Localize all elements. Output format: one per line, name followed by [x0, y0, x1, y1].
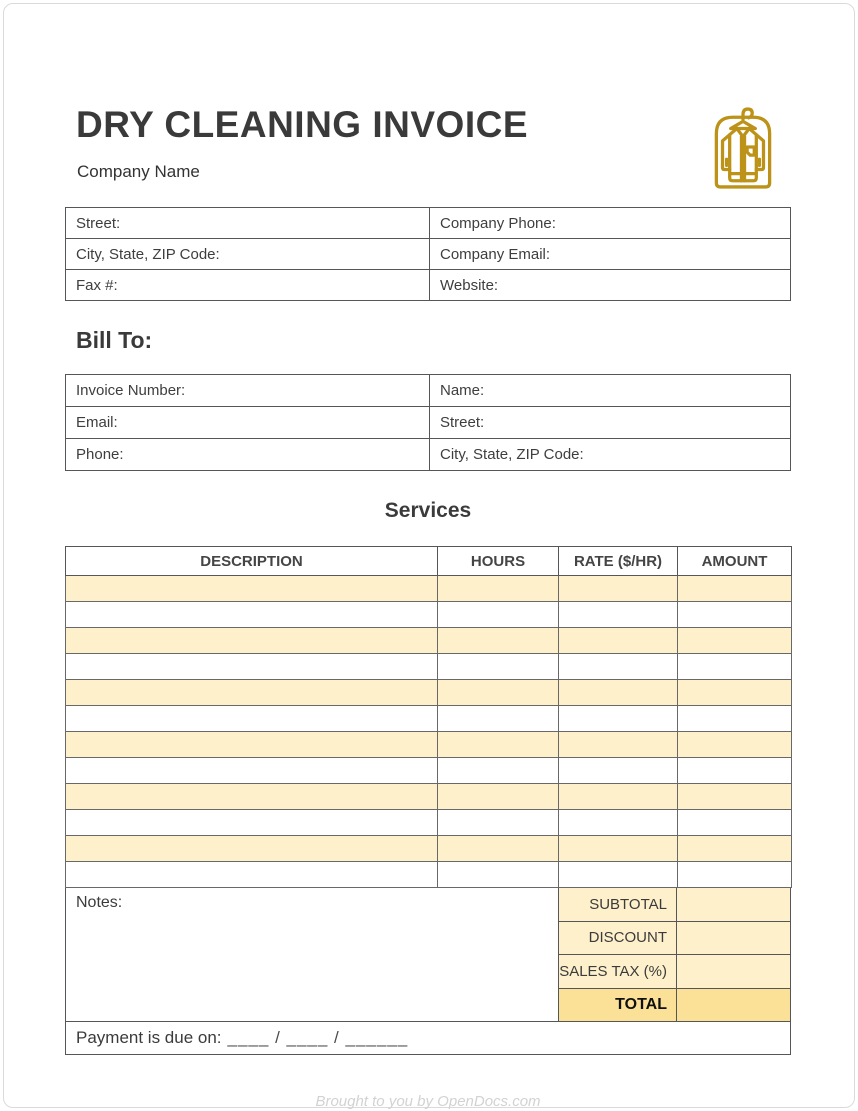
summary-label: SALES TAX (%) — [559, 955, 677, 988]
service-cell — [66, 628, 438, 654]
summary-section — [65, 888, 791, 1022]
service-row — [66, 784, 792, 810]
company-info-row — [66, 270, 791, 301]
service-cell — [678, 602, 792, 628]
service-row — [66, 862, 792, 888]
service-cell — [66, 576, 438, 602]
service-cell — [559, 836, 678, 862]
summary-label: TOTAL — [559, 989, 677, 1022]
service-cell — [438, 654, 559, 680]
service-cell — [438, 680, 559, 706]
services-heading: Services — [384, 499, 472, 522]
company-name-label: Company Name — [77, 162, 200, 181]
service-row — [66, 602, 792, 628]
company-info-row — [66, 208, 791, 239]
service-cell — [438, 836, 559, 862]
field-label-cell: Fax #: — [66, 270, 430, 301]
service-cell — [678, 732, 792, 758]
bill-to-row — [66, 439, 791, 471]
bill-to-row — [66, 407, 791, 439]
service-row — [66, 576, 792, 602]
service-cell — [559, 602, 678, 628]
service-cell — [559, 810, 678, 836]
service-cell — [438, 628, 559, 654]
service-cell — [66, 758, 438, 784]
service-cell — [66, 654, 438, 680]
service-cell — [438, 706, 559, 732]
service-cell — [678, 784, 792, 810]
bill-to-row — [66, 375, 791, 407]
summary-label: DISCOUNT — [559, 922, 677, 955]
service-cell — [678, 706, 792, 732]
service-cell — [559, 732, 678, 758]
service-cell — [559, 706, 678, 732]
service-cell — [559, 628, 678, 654]
service-cell — [678, 862, 792, 888]
service-cell — [559, 576, 678, 602]
services-column-header: RATE ($/HR) — [559, 547, 678, 576]
field-label-cell: Phone: — [66, 439, 430, 471]
field-label-cell: Invoice Number: — [66, 375, 430, 407]
services-column-header: DESCRIPTION — [66, 547, 438, 576]
service-cell — [66, 810, 438, 836]
service-cell — [559, 758, 678, 784]
services-column-header: AMOUNT — [678, 547, 792, 576]
service-cell — [66, 680, 438, 706]
services-header-row — [66, 547, 792, 576]
summary-value — [677, 955, 790, 988]
service-cell — [438, 810, 559, 836]
summary-row-total — [559, 989, 790, 1022]
summary-row-discount — [559, 922, 790, 956]
service-cell — [66, 706, 438, 732]
company-info-row — [66, 239, 791, 270]
service-cell — [438, 732, 559, 758]
bill-to-table — [65, 374, 791, 471]
summary-value — [677, 888, 790, 921]
service-row — [66, 758, 792, 784]
totals-column — [559, 888, 790, 1021]
service-cell — [438, 862, 559, 888]
service-cell — [438, 758, 559, 784]
footer-credit: Brought to you by OpenDocs.com — [315, 1093, 541, 1110]
field-label-cell: Name: — [430, 375, 791, 407]
field-label-cell: Street: — [66, 208, 430, 239]
service-cell — [559, 784, 678, 810]
payment-date-blanks: ____ / ____ / ______ — [227, 1028, 409, 1047]
summary-row-subtotal — [559, 888, 790, 922]
service-row — [66, 836, 792, 862]
service-cell — [678, 576, 792, 602]
bill-to-heading: Bill To: — [76, 327, 153, 353]
service-cell — [559, 654, 678, 680]
service-cell — [66, 732, 438, 758]
service-cell — [66, 862, 438, 888]
service-cell — [678, 654, 792, 680]
payment-due-row — [65, 1022, 791, 1055]
page-title: DRY CLEANING INVOICE — [76, 104, 528, 145]
summary-value — [677, 989, 790, 1022]
service-cell — [66, 784, 438, 810]
field-label-cell: City, State, ZIP Code: — [430, 439, 791, 471]
service-row — [66, 706, 792, 732]
summary-value — [677, 922, 790, 955]
service-cell — [559, 862, 678, 888]
field-label-cell: Company Phone: — [430, 208, 791, 239]
services-table — [65, 546, 792, 888]
field-label-cell: Website: — [430, 270, 791, 301]
service-cell — [678, 810, 792, 836]
service-cell — [438, 576, 559, 602]
service-cell — [678, 758, 792, 784]
service-cell — [66, 836, 438, 862]
service-row — [66, 810, 792, 836]
service-row — [66, 680, 792, 706]
service-cell — [678, 836, 792, 862]
service-row — [66, 654, 792, 680]
service-row — [66, 628, 792, 654]
services-column-header: HOURS — [438, 547, 559, 576]
service-cell — [559, 680, 678, 706]
field-label-cell: Company Email: — [430, 239, 791, 270]
field-label-cell: City, State, ZIP Code: — [66, 239, 430, 270]
service-cell — [678, 628, 792, 654]
payment-due-label: Payment is due on: — [76, 1028, 222, 1047]
field-label-cell: Street: — [430, 407, 791, 439]
service-cell — [438, 784, 559, 810]
summary-row-sales-tax — [559, 955, 790, 989]
invoice-page — [65, 0, 791, 1111]
service-cell — [678, 680, 792, 706]
summary-label: SUBTOTAL — [559, 888, 677, 921]
notes-label: Notes: — [76, 894, 123, 911]
service-cell — [66, 602, 438, 628]
service-row — [66, 732, 792, 758]
field-label-cell: Email: — [66, 407, 430, 439]
company-info-table — [65, 207, 791, 301]
notes-cell — [66, 888, 559, 1021]
service-cell — [438, 602, 559, 628]
